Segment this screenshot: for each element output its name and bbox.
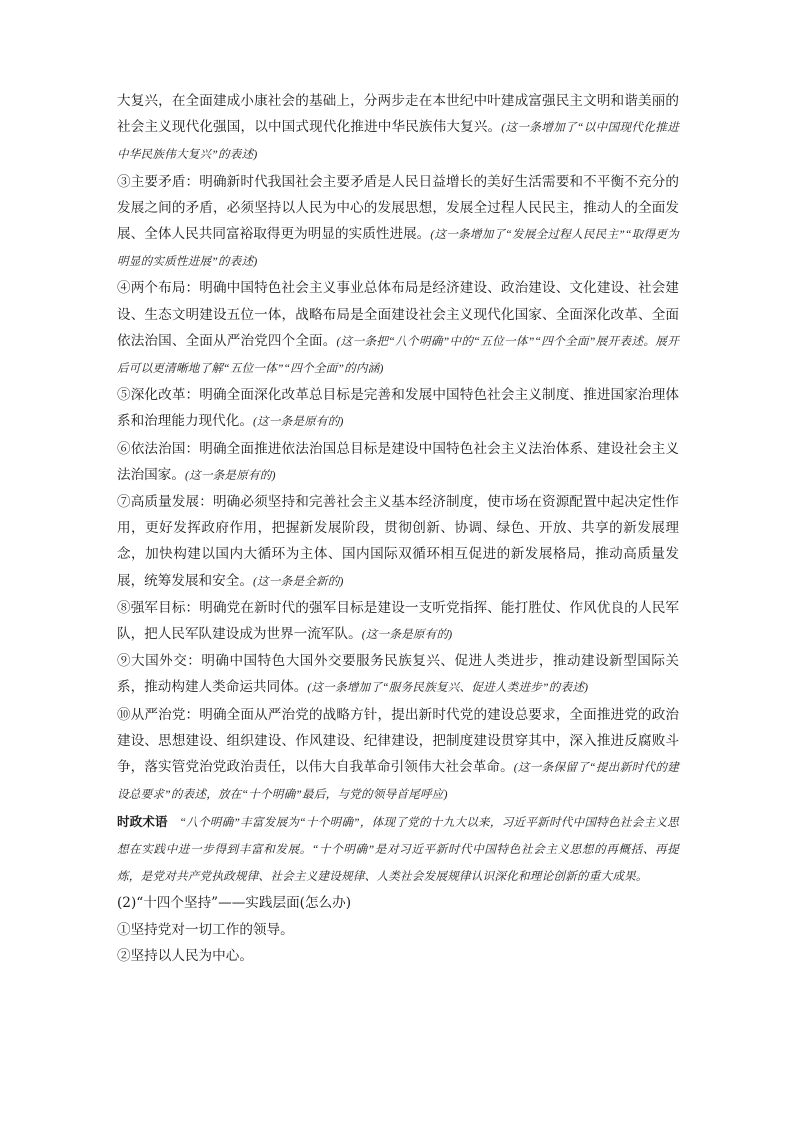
paragraph-major-country-diplomacy (117, 648, 679, 701)
term-box (117, 808, 679, 890)
paragraph-note: (这一条是原有的) (361, 628, 453, 642)
paragraph-text: ⑦高质量发展：明确必须坚持和完善社会主义基本经济制度，使市场在资源配置中起决定性作用，更好发挥政府作用，把握新发展阶段，贯彻创新、协调、绿色、开放、共享的新发展理念，加快构建以国内大循环为主体、国内国际双循环相互促进的新发展格局，推动高质量发展，统筹发展和安全。 (117, 494, 679, 589)
paragraph-note: (这一条是原有的) (184, 468, 276, 482)
list-item: ②坚持以人民为中心。 (117, 947, 253, 964)
paragraph-rule-of-law (117, 436, 679, 489)
term-text: “八个明确”丰富发展为“十个明确”，体现了党的十九大以来，习近平新时代中国特色社会主义思想在实践中进一步得到丰富和发展。“十个明确”是对习近平新时代中国特色社会主义思想的再概括、再提炼，是党对共产党执政规律、社会主义建设规律、人类社会发展规律认识深化和理论创新的重大成果。 (117, 816, 679, 884)
paragraph-text: ⑨大国外交：明确中国特色大国外交要服务民族复兴、促进人类进步，推动建设新型国际关系，推动构建人类命运共同体。 (117, 653, 679, 696)
paragraph-note: (这一条增加了“服务民族复兴、促进人类进步”的表述) (307, 681, 589, 695)
paragraph-text: ⑩从严治党：明确全面从严治党的战略方针，提出新时代党的建设总要求，全面推进党的政治建设、思想建设、组织建设、作风建设、纪律建设，把制度建设贯穿其中，深入推进反腐败斗争，落实管党治党政治责任，以伟大自我革命引领伟大社会革命。 (117, 706, 679, 776)
paragraph-text: ⑥依法治国：明确全面推进依法治国总目标是建设中国特色社会主义法治体系、建设社会主义法治国家。 (117, 440, 679, 483)
paragraph-text: ③主要矛盾：明确新时代我国社会主要矛盾是人民日益增长的美好生活需要和不平衡不充分的发展之间的矛盾，必须坚持以人民为中心的发展思想，发展全过程人民民主，推动人的全面发展、全体人民共同富裕取得更为明显的实质性进展。 (117, 173, 679, 243)
paragraph-main-contradiction (117, 169, 679, 276)
paragraph-note: (这一条保留了“提出新时代的建设总要求”的表述，放在“十个明确”最后，与党的领导首尾呼应) (117, 761, 679, 802)
document-page (117, 88, 679, 969)
paragraph-deepen-reform (117, 382, 679, 435)
paragraph-text: ④两个布局：明确中国特色社会主义事业总体布局是经济建设、政治建设、文化建设、社会建设、生态文明建设五位一体，战略布局是全面建设社会主义现代化国家、全面深化改革、全面依法治国、全面从严治党四个全面。 (117, 280, 679, 349)
paragraph-text: 大复兴，在全面建成小康社会的基础上，分两步走在本世纪中叶建成富强民主文明和谐美丽的社会主义现代化强国，以中国式现代化推进中华民族伟大复兴。 (117, 93, 679, 136)
term-label: 时政术语 (117, 814, 168, 830)
paragraph-text: ⑧强军目标：明确党在新时代的强军目标是建设一支听党指挥、能打胜仗、作风优良的人民军队，把人民军队建设成为世界一流军队。 (117, 599, 679, 643)
paragraph-note: (这一条增加了“以中国现代化推进中华民族伟大复兴”的表述) (117, 121, 679, 162)
paragraph-rejuvenation (117, 88, 679, 169)
paragraph-note: (这一条增加了“发展全过程人民民主”“取得更为明显的实质性进展”的表述) (117, 228, 679, 269)
paragraph-high-quality-development (117, 489, 679, 595)
paragraph-strong-army (117, 595, 679, 648)
paragraph-text: ⑤深化改革：明确全面深化改革总目标是完善和发展中国特色社会主义制度、推进国家治理体系和治理能力现代化。 (117, 387, 679, 430)
paragraph-two-layouts (117, 275, 679, 382)
paragraph-note: (这一条是原有的) (252, 415, 344, 429)
paragraph-note: (这一条把“八个明确”中的“五位一体”“四个全面”展开表述。展开后可以更清晰地了解“五位一体”“四个全面”的内涵) (117, 334, 679, 376)
paragraph-note: (这一条是全新的) (252, 574, 344, 588)
paragraph-party-governance (117, 702, 679, 809)
section-heading: (2)“十四个坚持”——实践层面(怎么办) (117, 895, 352, 912)
list-item: ①坚持党对一切工作的领导。 (117, 921, 294, 938)
